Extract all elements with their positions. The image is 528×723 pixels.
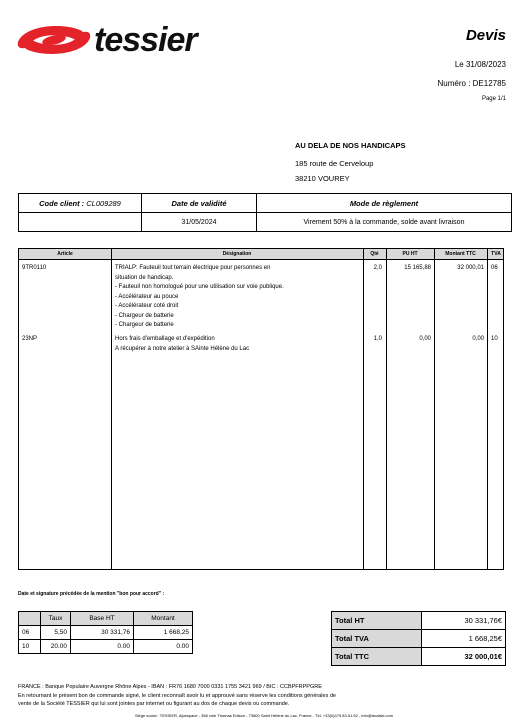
column-divider: [487, 249, 488, 569]
empty-cell: [19, 213, 142, 232]
vat-row: [19, 640, 193, 654]
line-pu-ht: 0,00: [419, 336, 431, 342]
total-ht-row: [332, 612, 506, 630]
vat-base: 30 331,76: [71, 626, 134, 640]
line-article: 23NP: [22, 336, 38, 342]
validity-date-header: Date de validité: [142, 194, 257, 213]
client-address-block: [295, 140, 406, 184]
line-tva: 06: [491, 265, 498, 271]
quote-info-table: [18, 193, 512, 232]
total-ht-value: 30 331,76€: [422, 612, 506, 630]
registered-office: Siège social : TESSIER, Alpespace - 356 voie Thomas Edison - 73800 Saint Hélène du Lac, France - Tél. +33(0)479.83.51.52 - info@dualski.com: [134, 713, 394, 718]
vat-row: [19, 626, 193, 640]
signature-label: Date et signature précédée de la mention "bon pour accord" :: [18, 591, 165, 597]
column-divider: [111, 249, 112, 569]
designation-line: - Accélérateur au pouce: [115, 293, 179, 300]
totals-table: [331, 611, 506, 666]
document-date: Le 31/08/2023: [454, 60, 506, 69]
document-number: Numéro : DE12785: [437, 79, 506, 88]
vat-code: 06: [19, 626, 41, 640]
header-qty: Qté: [370, 251, 379, 257]
header-article: Article: [57, 251, 73, 257]
vat-amount: 0.00: [134, 640, 193, 654]
line-designation: [115, 335, 360, 354]
page-indicator: Page 1/1: [481, 96, 506, 102]
designation-line: Hors frais d'emballage et d'expédition: [115, 336, 215, 342]
designation-line: - Chargeur de batterie: [115, 312, 174, 319]
column-divider: [386, 249, 387, 569]
column-divider: [363, 249, 364, 569]
header-amount-ttc: Montant TTC: [445, 251, 476, 257]
line-items-table: [18, 248, 504, 570]
validity-date-value: 31/05/2024: [142, 213, 257, 232]
total-ttc-row: [332, 648, 506, 666]
total-ttc-label: Total TTC: [332, 648, 422, 666]
brand-name: tessier: [94, 21, 197, 59]
total-tva-label: Total TVA: [332, 630, 422, 648]
client-city: 38210 VOUREY: [295, 174, 350, 183]
client-code-label: Code client :: [39, 198, 87, 208]
designation-line: - Accélérateur coté droit: [115, 303, 179, 309]
bank-details: FRANCE : Banque Populaire Auvergne Rhône Alpes - IBAN : FR76 1680 7000 0331 1755 3421 969 / BIC : CCBPFRPPGRE: [18, 684, 322, 690]
client-name: AU DELA DE NOS HANDICAPS: [295, 141, 406, 150]
line-designation: [115, 264, 360, 331]
designation-line: - Chargeur de batterie: [115, 322, 174, 328]
vat-base: 0.00: [71, 640, 134, 654]
client-code-cell: [19, 194, 142, 213]
vat-code: 10: [19, 640, 41, 654]
client-code-value: CL009289: [86, 198, 121, 208]
header-pu-ht: PU HT: [402, 251, 418, 257]
vat-header-base: Base HT: [71, 612, 134, 626]
line-amount-ttc: 32 000,01: [457, 265, 484, 271]
terms-notice: En retournant le présent bon de commande signé, le client reconnaît avoir lu et approuvé sans réserve les conditions générales de: [18, 692, 336, 699]
terms-notice: vente de la Société TESSIER qui lui sont jointes par internet ou figurant au dos de chaque devis ou commande.: [18, 701, 290, 707]
total-ttc-value: 32 000,01€: [422, 648, 506, 666]
designation-line: TRIALP: Fauteuil tout terrain électrique pour personnes en: [115, 265, 271, 271]
line-tva: 10: [491, 336, 498, 342]
vat-breakdown-table: [18, 611, 193, 654]
column-divider: [434, 249, 435, 569]
payment-mode-header: Mode de règlement: [257, 194, 512, 213]
line-qty: 1,0: [373, 336, 382, 342]
header-tva: TVA: [491, 251, 501, 257]
designation-line: A récupérer à notre atelier à SAinte Hélène du Lac: [115, 345, 250, 352]
line-pu-ht: 15 165,88: [404, 265, 431, 271]
vat-rate: 5,50: [41, 626, 71, 640]
vat-header-amount: Montant: [134, 612, 193, 626]
designation-line: - Fauteuil non homologué pour une utilisation sur voie publique.: [115, 284, 284, 290]
vat-rate: 20.00: [41, 640, 71, 654]
footer-legal: [18, 683, 508, 709]
header-designation: Désignation: [222, 251, 252, 257]
vat-header-rate: Taux: [41, 612, 71, 626]
document-type: Devis: [465, 27, 506, 44]
client-street: 185 route de Cerveloup: [295, 159, 374, 168]
designation-line: situation de handicap.: [115, 274, 174, 281]
line-article: 9TR0110: [22, 265, 47, 271]
line-qty: 2,0: [373, 265, 382, 271]
total-tva-value: 1 668,25€: [422, 630, 506, 648]
line-amount-ttc: 0,00: [472, 336, 484, 342]
total-tva-row: [332, 630, 506, 648]
vat-amount: 1 668,25: [134, 626, 193, 640]
total-ht-label: Total HT: [332, 612, 422, 630]
vat-header-code: [19, 612, 41, 626]
payment-mode-value: Virement 50% à la commande, solde avant livraison: [257, 213, 512, 232]
